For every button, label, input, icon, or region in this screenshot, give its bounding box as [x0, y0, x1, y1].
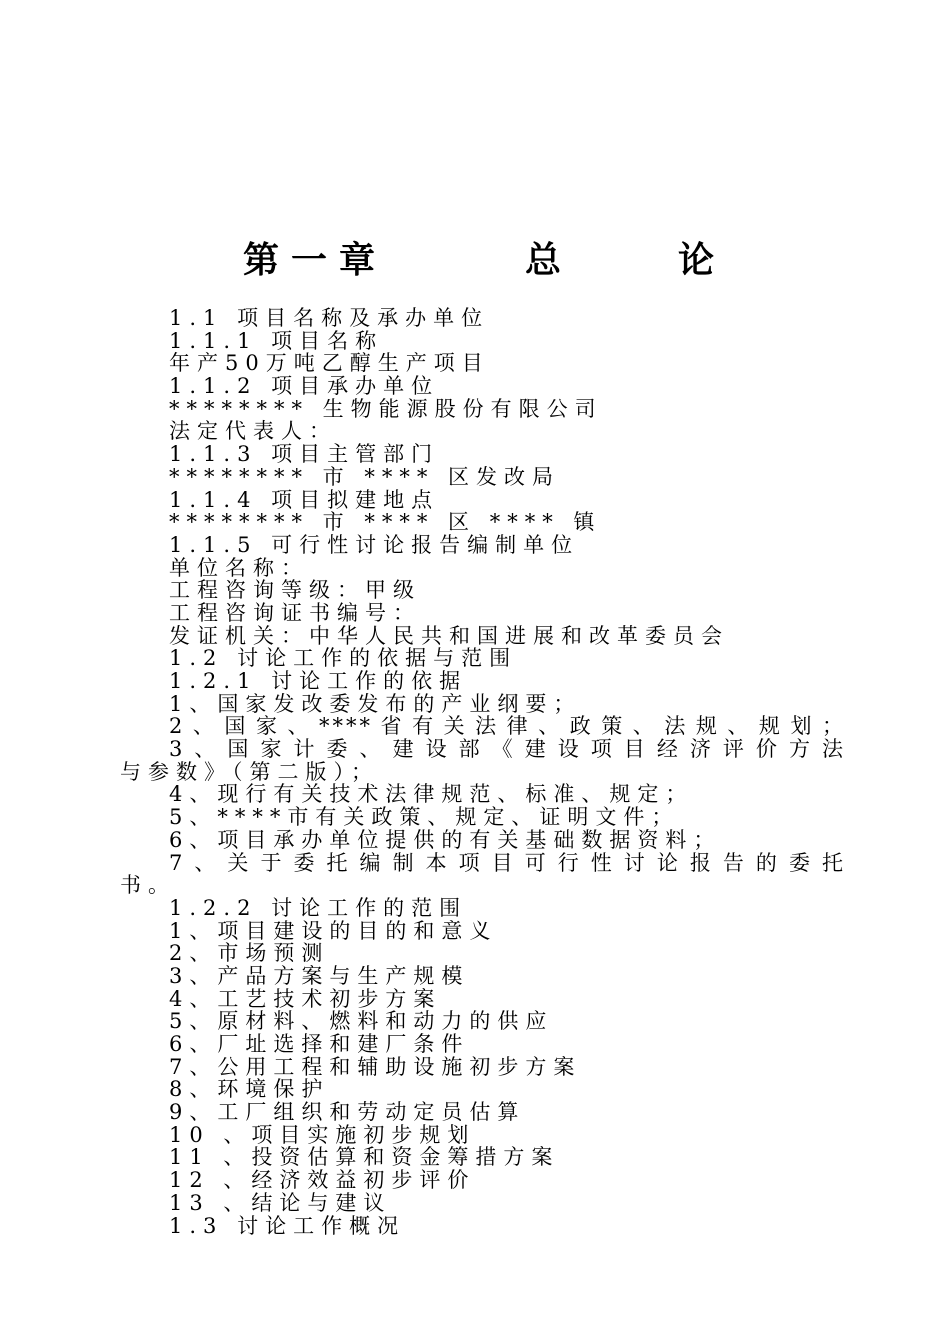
list-item: 6、厂址选择和建厂条件 — [169, 1032, 470, 1056]
document-body — [120, 307, 846, 1237]
subsection-heading: 1.1.5 可行性讨论报告编制单位 — [169, 532, 580, 557]
paragraph-line: 工程咨询等级：甲级 — [169, 578, 421, 603]
paragraph-line: ******** 市 **** 区发改局 — [169, 464, 561, 489]
list-item-continuation: 与参数》（第二版）； — [120, 759, 379, 784]
list-item: 6、项目承办单位提供的有关基础数据资料； — [169, 827, 722, 852]
paragraph-line: ******** 市 **** 区 **** 镇 — [169, 510, 602, 535]
list-item: 2、国家、****省有关法律、政策、法规、规划； — [169, 714, 846, 739]
subsection-heading: 1.2.2 讨论工作的范围 — [169, 895, 468, 920]
list-item: 1、项目建设的目的和意义 — [169, 918, 498, 943]
chapter-heading — [0, 236, 950, 286]
list-item: 5、****市有关政策、规定、证明文件； — [169, 805, 680, 830]
paragraph-line: 工程咨询证书编号： — [169, 600, 421, 625]
list-item: 12 、经济效益初步评价 — [169, 1168, 476, 1193]
subsection-heading: 1.1.3 项目主管部门 — [169, 442, 440, 467]
subsection-heading: 1.2.1 讨论工作的依据 — [169, 669, 468, 693]
paragraph-line: 发证机关：中华人民共和国进展和改革委员会 — [169, 623, 729, 648]
subsection-heading: 1.1.2 项目承办单位 — [169, 374, 440, 399]
list-item: 13 、结论与建议 — [169, 1190, 392, 1215]
chapter-title-part-2: 论 — [678, 240, 715, 281]
list-item: 5、原材料、燃料和动力的供应 — [169, 1009, 554, 1034]
list-item: 8、环境保护 — [169, 1077, 330, 1102]
list-item: 3、国家计委、建设部《建设项目经济评价方法 — [169, 737, 846, 762]
list-item-continuation: 书。 — [120, 873, 176, 898]
list-item: 4、工艺技术初步方案 — [169, 986, 442, 1011]
list-item: 9、工厂组织和劳动定员估算 — [169, 1100, 526, 1125]
chapter-number: 第一章 — [243, 240, 388, 281]
list-item: 10 、项目实施初步规划 — [169, 1122, 476, 1147]
list-item: 7、关于委托编制本项目可行性讨论报告的委托 — [169, 850, 846, 875]
list-item: 1、国家发改委发布的产业纲要； — [169, 691, 582, 716]
subsection-heading: 1.1.1 项目名称 — [169, 328, 384, 353]
list-item: 2、市场预测 — [169, 941, 330, 966]
list-item: 11 、投资估算和资金筹措方案 — [169, 1145, 560, 1170]
paragraph-line: 年产50万吨乙醇生产项目 — [169, 351, 490, 376]
list-item: 7、公用工程和辅助设施初步方案 — [169, 1054, 582, 1079]
section-heading: 1.1 项目名称及承办单位 — [169, 306, 490, 330]
section-heading: 1.2 讨论工作的依据与范围 — [169, 646, 518, 671]
list-item: 4、现行有关技术法律规范、标准、规定； — [169, 782, 694, 807]
list-item: 3、产品方案与生产规模 — [169, 963, 470, 988]
subsection-heading: 1.1.4 项目拟建地点 — [169, 487, 440, 512]
paragraph-line: 单位名称： — [169, 555, 309, 580]
paragraph-line: 法定代表人： — [169, 419, 337, 444]
chapter-title-part-1: 总 — [525, 240, 562, 281]
section-heading: 1.3 讨论工作概况 — [169, 1213, 406, 1238]
paragraph-line: ******** 生物能源股份有限公司 — [169, 396, 603, 421]
